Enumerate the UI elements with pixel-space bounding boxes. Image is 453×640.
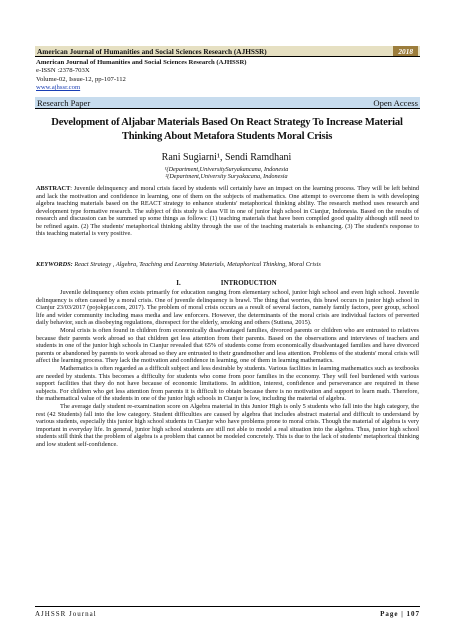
journal-name: American Journal of Humanities and Social Sciences Research (AJHSSR): [36, 59, 247, 66]
journal-header-title: American Journal of Humanities and Social Sciences Research (AJHSSR): [37, 46, 267, 56]
journal-header-bar: [35, 46, 420, 57]
keywords: [36, 261, 419, 269]
paragraph-2: Moral crisis is often found in children from economically disadvantaged families, divorced parents or children who are entrusted to relatives because their parents work abroad so that children get less attention from their parents. Based on the observations and interviews of teachers and students in one of the junior high schools in Cianjur revealed that 65% of students come from economically disadvantaged families and have divorced parents or abandoned by parents to work abroad so they are entrusted to their grandmother and less attention. Problems of the students' moral crisis will affect the learning process. They lack the motivation and confidence in learning, one of them in learning mathematics.: [36, 326, 419, 365]
footer-page-number: Page | 107: [380, 610, 420, 618]
abstract: [36, 185, 419, 238]
journal-website-link[interactable]: www.ajhssr.com: [36, 84, 81, 92]
article-type-bar: [35, 97, 420, 109]
section-title: INTRODUCTION: [220, 279, 277, 287]
affiliation-1: ¹(Department,UniversitySuryakancana, Indonesia: [164, 166, 289, 173]
page-footer: [35, 606, 420, 618]
journal-meta: [36, 59, 247, 93]
keywords-label: KEYWORDS:: [36, 261, 73, 268]
abstract-text: : Juvenile delinquency and moral crisis faced by students will certainly have an impact on the learning process. They will be left behind and lack the motivation and confidence in learning, one of them on the subjects of mathematics. One attempt to overcome them is with developing algebra teaching materials based on the REACT strategy to enhance students' metaphorical thinking ability. The research method uses research and development type formative research. The subject of this study is class VII in one of junior high school in Cianjur, Indonesia. Based on the results of research and discussion can be summed up some things as follows: (1) teaching materials that have been compiled good quality although still need to be refined again. (2) The students' metaphorical thinking ability through the use of the teaching materials is enhancing. (3) The student's response to this teaching material is very positive.: [36, 185, 419, 237]
paragraph-1: Juvenile delinquency often exists primarily for education ranging from elementary school, junior high school and even high school. Juvenile delinquency is often caused by a moral crisis. One of juvenile delinquency is brawl. The thing that worries, this brawl occurs in junior high school in Cianjur 23/03/2017 (pojokpjar.com, 2017). The problem of moral crisis occurs as a result of several factors, namely family factors, peer group, school life and wider community including mass media and law enforcers. However, the determinants of the moral crisis are individual factors of perverted daily behavior, such as disobeying regulations, disrespect for the elderly, smoking and others (Sutisna, 2015).: [36, 289, 419, 327]
introduction-body: [36, 289, 419, 448]
keywords-text: React Strategy , Algebra, Teaching and Learning Materials, Metaphorical Thinking, Moral Crisis: [72, 261, 321, 268]
section-number: I.: [176, 279, 181, 287]
paragraph-4: The average daily student re-examination score on Algebra material in this Junior High is only 5 students who fall into the high category, the rest (42 Students) fall into the low category. Student difficulties are caused by algebra that includes abstract material and difficult to understand by various students, especially this junior high school students in Cianjur who have problems prone to moral crisis. Though the material of algebra is very important in everyday life. In general, junior high school students are still not able to model a real situation into the algebra. Thus, junior high school students still think that the problem of algebra is a problem that cannot be modeled concretely. This is due to the lack of students' metaphorical thinking and low student self-confidence.: [36, 402, 419, 448]
journal-issn: e-ISSN :2378-703X: [36, 67, 90, 75]
paragraph-3: Mathematics is often regarded as a difficult subject and less desirable by students. Various facilities in learning mathematics such as textbooks are needed by students. This becomes a difficulty for students who come from poor families in the economy. They will feel burdened with various support facilities that they do not have because of economic limitations. In addition, interest, confidence and perseverance are required in these subjects. For children who get less attention from parents it is difficult to obtain because there is no motivation and support to learn math. Therefore, the mathematical value of the students in one of the junior high schools in Cianjur is low, including the material of algebra.: [36, 364, 419, 403]
affiliation-2: ²(Department,University Suryakacana, Indonesia: [165, 173, 288, 180]
journal-volume: Volume-02, Issue-12, pp-107-112: [36, 75, 126, 83]
article-type-label: Research Paper: [37, 97, 91, 108]
open-access-label: Open Access: [373, 97, 418, 108]
paper-authors: Rani Sugiarni¹, Sendi Ramdhani: [161, 152, 292, 163]
journal-header-year: 2018: [393, 46, 418, 56]
section-heading: [0, 279, 453, 287]
abstract-label: ABSTRACT: [36, 185, 71, 192]
paper-title: Development of Aljabar Materials Based On React Strategy To Increase Material Thinking About Metafora Students Moral Crisis: [51, 117, 403, 142]
footer-journal-label: AJHSSR Journal: [35, 610, 97, 618]
